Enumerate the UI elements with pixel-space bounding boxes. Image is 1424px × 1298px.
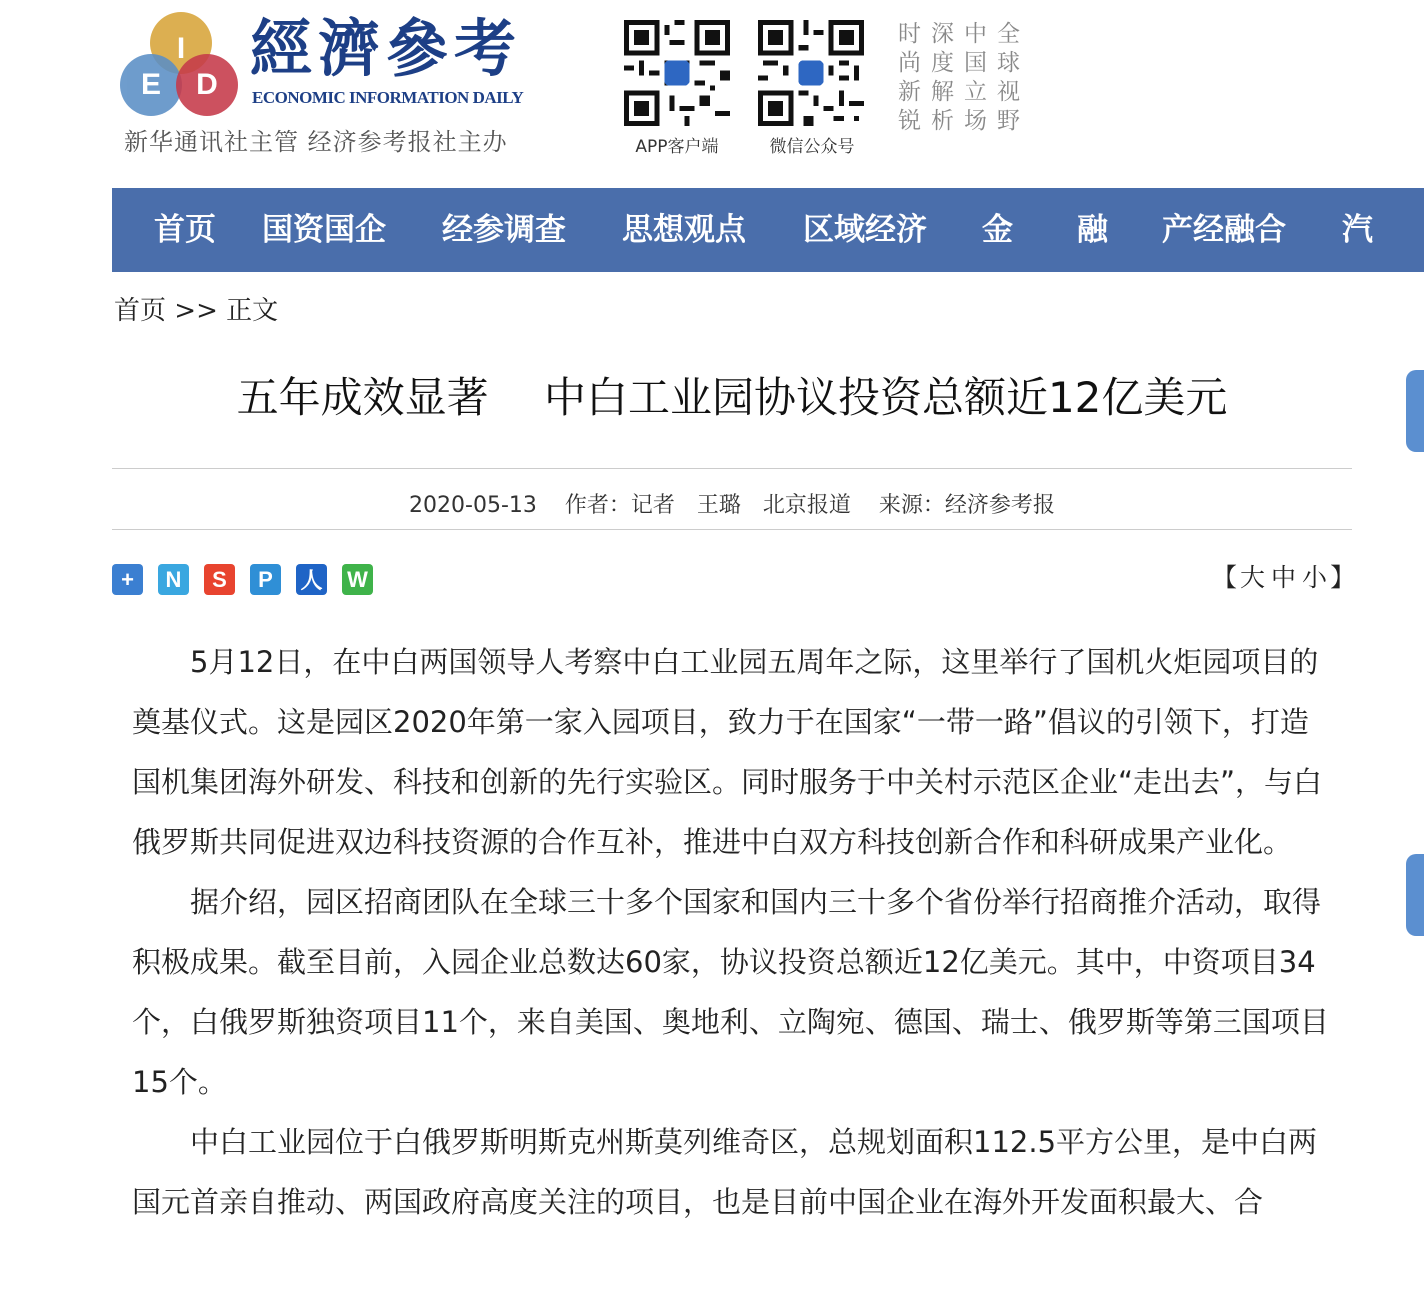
side-float-tab[interactable]	[1406, 854, 1424, 936]
slogan-row: 锐析场野	[898, 108, 1030, 134]
breadcrumb	[114, 290, 278, 327]
bracket-close: 】	[1330, 563, 1356, 592]
article-meta	[112, 488, 1352, 519]
article-body	[132, 632, 1332, 1232]
wechat-qr-label: 微信公众号	[769, 137, 855, 157]
breadcrumb-current: 正文	[226, 296, 279, 326]
more-share-icon[interactable]: +	[112, 564, 143, 595]
nav-item-finance-2[interactable]: 融	[1077, 212, 1108, 248]
logo-icon[interactable]	[120, 12, 240, 117]
nav-item-finance-1[interactable]: 金	[982, 212, 1013, 248]
site-header	[112, 0, 1424, 188]
breadcrumb-separator: >>	[174, 296, 218, 326]
font-medium-button[interactable]: 中	[1271, 563, 1297, 592]
wechat-qr-code-icon	[758, 20, 864, 126]
article-paragraph: 据介绍，园区招商团队在全球三十多个国家和国内三十多个省份举行招商推介活动，取得积极成果。截至目前，入园企业总数达60家，协议投资总额近12亿美元。其中，中资项目34个，白俄罗斯独资项目11个，来自美国、奥地利、立陶宛、德国、瑞士、俄罗斯等第三国项目15个。	[132, 885, 1329, 1099]
brand-subtitle: 新华通讯社主管 经济参考报社主办	[124, 128, 508, 156]
article-title: 五年成效显著 中白工业园协议投资总额近12亿美元	[236, 373, 1228, 422]
renren-icon[interactable]: 人	[296, 564, 327, 595]
app-qr-code-icon	[624, 20, 730, 126]
bracket-open: 【	[1212, 563, 1238, 592]
slogan-row: 时深中全	[898, 21, 1030, 47]
article-source: 经济参考报	[944, 493, 1055, 518]
slogan-row: 尚度国球	[898, 50, 1030, 76]
nav-item-regional[interactable]: 区域经济	[803, 212, 927, 248]
nav-item-investigation[interactable]: 经参调查	[442, 212, 566, 248]
divider	[112, 468, 1352, 469]
app-qr-label: APP客户端	[635, 137, 719, 157]
author-label: 作者：	[564, 493, 631, 518]
font-size-switcher	[1212, 558, 1355, 594]
divider	[112, 529, 1352, 530]
nav-item-opinion[interactable]: 思想观点	[622, 212, 746, 248]
breadcrumb-home-link[interactable]: 首页	[114, 296, 167, 326]
nav-item-home[interactable]: 首页	[154, 212, 216, 248]
weibo-icon[interactable]: S	[204, 564, 235, 595]
wechat-icon[interactable]: W	[342, 564, 373, 595]
logo-circle-i: I	[150, 12, 212, 74]
netease-icon[interactable]: N	[158, 564, 189, 595]
article-date: 2020-05-13	[409, 493, 537, 518]
slogan	[898, 20, 1038, 136]
side-float-tab[interactable]	[1406, 370, 1424, 452]
qzone-icon[interactable]: P	[250, 564, 281, 595]
article-paragraph: 中白工业园位于白俄罗斯明斯克州斯莫列维奇区，总规划面积112.5平方公里，是中白两国元首亲自推动、两国政府高度关注的项目，也是目前中国企业在海外开发面积最大、合	[132, 1125, 1318, 1219]
font-small-button[interactable]: 小	[1302, 563, 1328, 592]
slogan-row: 新解立视	[898, 79, 1030, 105]
article-author: 记者 王璐 北京报道	[630, 493, 851, 518]
nav-item-auto[interactable]: 汽	[1342, 212, 1373, 248]
source-label: 来源：	[878, 493, 945, 518]
brand-name-en: ECONOMIC INFORMATION DAILY	[252, 88, 524, 107]
logo-circle-d: D	[176, 54, 238, 116]
nav-item-industry[interactable]: 产经融合	[1162, 212, 1286, 248]
logo-circle-e: E	[120, 54, 182, 116]
nav-item-soe[interactable]: 国资国企	[262, 212, 386, 248]
article-paragraph: 5月12日，在中白两国领导人考察中白工业园五周年之际，这里举行了国机火炬园项目的奠基仪式。这是园区2020年第一家入园项目，致力于在国家“一带一路”倡议的引领下，打造国机集团海外研发、科技和创新的先行实验区。同时服务于中关村示范区企业“走出去”，与白俄罗斯共同促进双边科技资源的合作互补，推进中白双方科技创新合作和科研成果产业化。	[132, 645, 1323, 859]
brand-name-cn[interactable]: 經濟參考	[250, 12, 523, 85]
main-nav	[112, 188, 1424, 272]
font-large-button[interactable]: 大	[1240, 563, 1266, 592]
